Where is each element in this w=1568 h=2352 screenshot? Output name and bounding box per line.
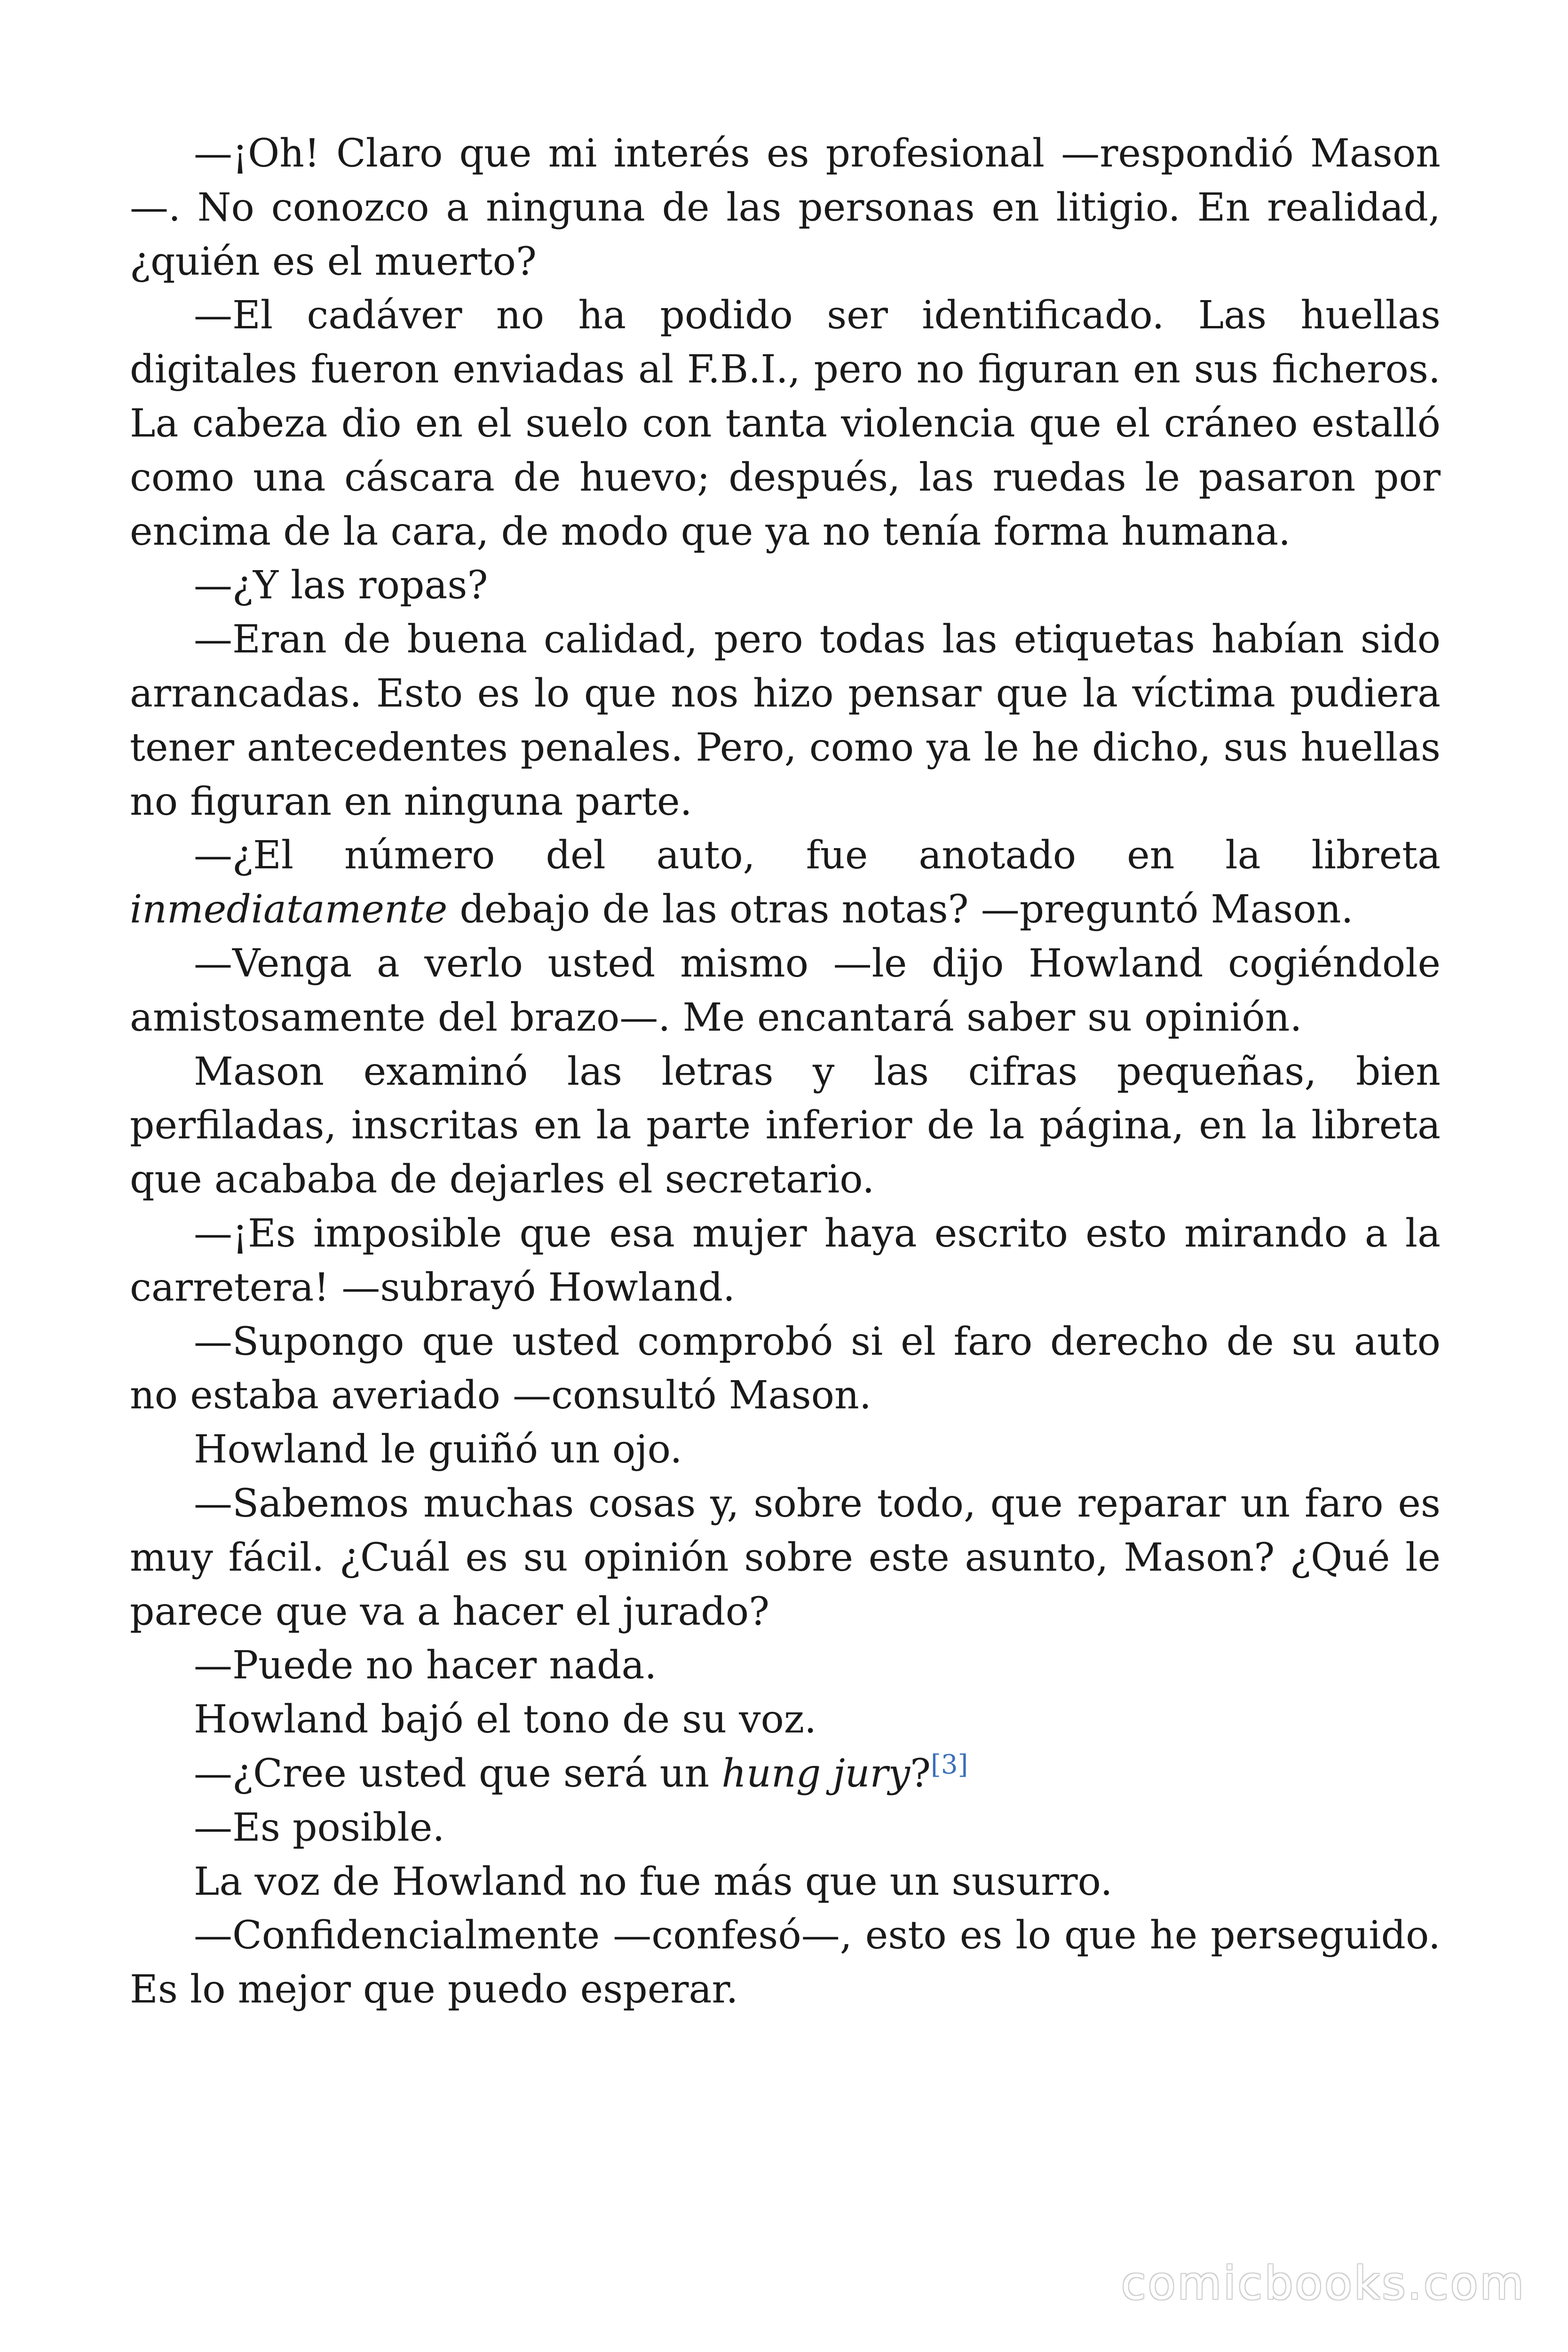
text-run: ?: [910, 1751, 931, 1796]
paragraph: —Supongo que usted comprobó si el faro derecho de su auto no estaba averiado —consultó Mason.: [130, 1319, 1441, 1418]
paragraph: —¿Y las ropas?: [194, 563, 488, 608]
italic-text: hung jury: [721, 1751, 911, 1796]
watermark: comicbooks.com: [1121, 2257, 1526, 2310]
paragraph: —Es posible.: [194, 1805, 445, 1850]
text-run: —¿El número del auto, fue anotado en la libreta: [194, 833, 1441, 878]
paragraph: [130, 1747, 1441, 1801]
paragraph: —Confidencialmente —confesó—, esto es lo que he perseguido. Es lo mejor que puedo esperar.: [130, 1913, 1441, 2012]
paragraph: —Sabemos muchas cosas y, sobre todo, que reparar un faro es muy fácil. ¿Cuál es su opinión sobre este asunto, Mason? ¿Qué le parece que va a hacer el jurado?: [130, 1481, 1441, 1634]
paragraph: —Eran de buena calidad, pero todas las etiquetas habían sido arrancadas. Esto es lo que nos hizo pensar que la víctima pudiera tener antecedentes penales. Pero, como ya le he dicho, sus huellas no figuran en ninguna parte.: [130, 617, 1441, 824]
paragraph: [130, 829, 1441, 937]
paragraph: —¡Es imposible que esa mujer haya escrito esto mirando a la carretera! —subrayó Howland.: [130, 1211, 1441, 1310]
paragraph: —Puede no hacer nada.: [194, 1643, 657, 1688]
paragraph: —El cadáver no ha podido ser identificado. Las huellas digitales fueron enviadas al F.B.I., pero no figuran en sus ficheros. La cabeza dio en el suelo con tanta violencia que el cráneo estalló como una cáscara de huevo; después, las ruedas le pasaron por encima de la cara, de modo que ya no tenía forma humana.: [130, 293, 1441, 554]
book-page-text: [130, 127, 1441, 2017]
footnote-link[interactable]: [3]: [931, 1749, 968, 1780]
paragraph: Howland le guiñó un ojo.: [194, 1427, 682, 1472]
paragraph: —¡Oh! Claro que mi interés es profesional —respondió Mason—. No conozco a ninguna de las personas en litigio. En realidad, ¿quién es el muerto?: [130, 131, 1441, 284]
paragraph: Mason examinó las letras y las cifras pequeñas, bien perfiladas, inscritas en la parte inferior de la página, en la libreta que acababa de dejarles el secretario.: [130, 1049, 1441, 1202]
text-run: debajo de las otras notas? —preguntó Mason.: [447, 887, 1354, 932]
paragraph: La voz de Howland no fue más que un susurro.: [194, 1859, 1113, 1904]
italic-text: inmediatamente: [130, 887, 448, 932]
paragraph: Howland bajó el tono de su voz.: [194, 1697, 817, 1742]
text-run: —¿Cree usted que será un: [194, 1751, 722, 1796]
paragraph: —Venga a verlo usted mismo —le dijo Howland cogiéndole amistosamente del brazo—. Me encantará saber su opinión.: [130, 941, 1441, 1040]
